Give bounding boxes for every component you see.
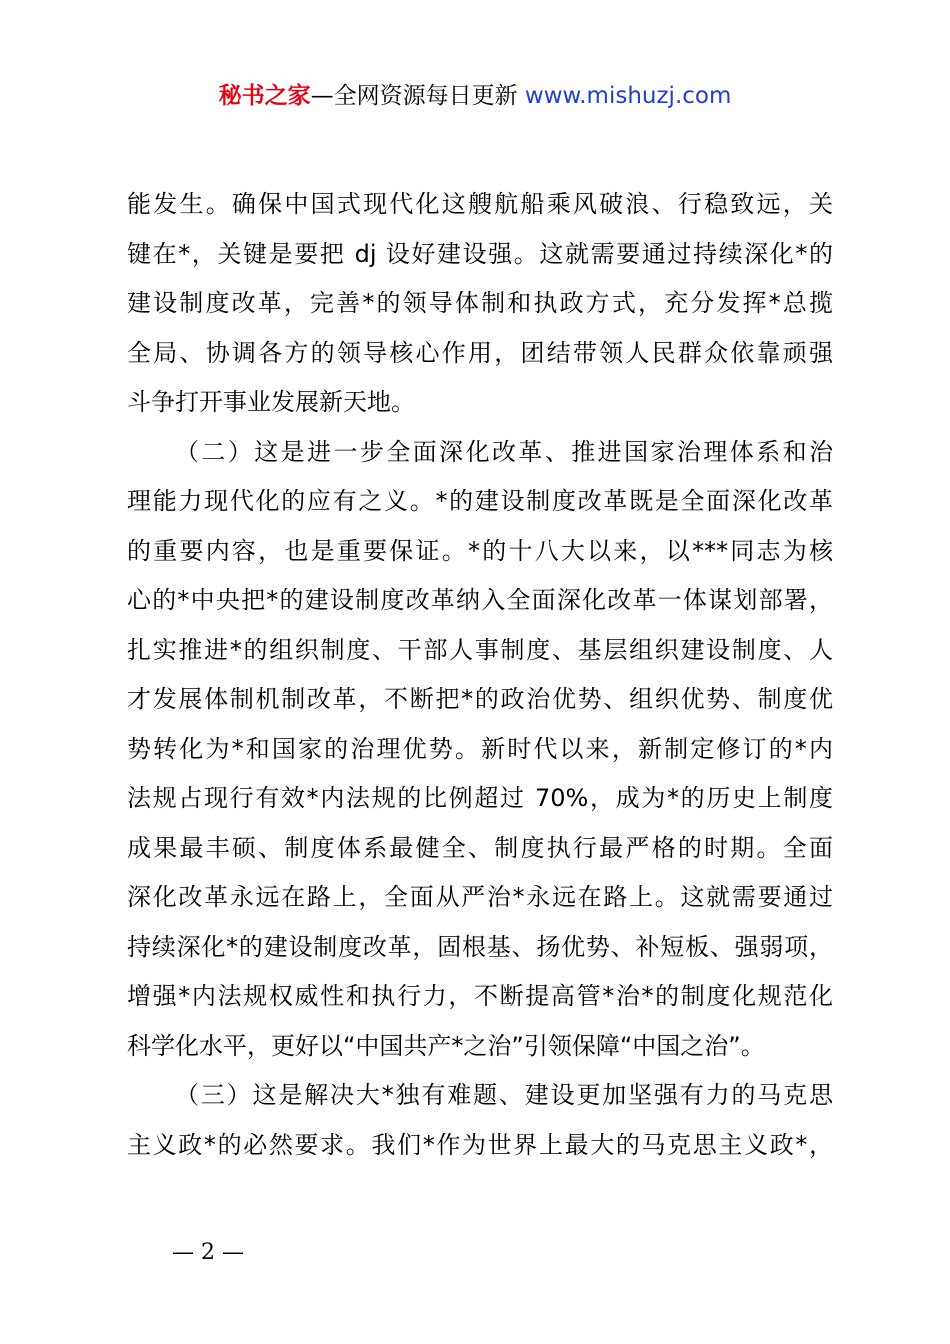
page-number: — 2 — xyxy=(172,1240,244,1265)
text-line: 心的*中央把*的建设制度改革纳入全面深化改革一体谋划部署， xyxy=(127,586,833,614)
text-line: 建设制度改革，完善*的领导体制和执政方式，充分发挥*总揽 xyxy=(127,289,833,317)
text-line: 的重要内容，也是重要保证。*的十八大以来，以***同志为核 xyxy=(127,536,833,565)
text-line: 势转化为*和国家的治理优势。新时代以来，新制定修订的*内 xyxy=(127,734,833,763)
paragraph-end-line: 斗争打开事业发展新天地。 xyxy=(127,388,415,416)
brand-name: 秘书之家 xyxy=(218,83,311,109)
text-line: 增强*内法规权威性和执行力，不断提高管*治*的制度化规范化 xyxy=(127,982,833,1010)
text-line: 法规占现行有效*内法规的比例超过 70%，成为*的历史上制度 xyxy=(127,784,833,812)
text-line: 能发生。确保中国式现代化这艘航船乘风破浪、行稳致远，关 xyxy=(127,190,833,218)
document-body xyxy=(127,180,833,1170)
site-header xyxy=(0,80,950,112)
section-three-heading-line: （三）这是解决大*独有难题、建设更加坚强有力的马克思 xyxy=(175,1081,833,1109)
text-line: 深化改革永远在路上，全面从严治*永远在路上。这就需要通过 xyxy=(127,883,833,911)
header-tagline: —全网资源每日更新 xyxy=(310,83,518,109)
text-line: 全局、协调各方的领导核心作用，团结带领人民群众依靠顽强 xyxy=(127,338,833,367)
text-line: 持续深化*的建设制度改革，固根基、扬优势、补短板、强弱项， xyxy=(127,932,833,961)
text-line: 理能力现代化的应有之义。*的建设制度改革既是全面深化改革 xyxy=(127,487,833,515)
text-line: 才发展体制机制改革，不断把*的政治优势、组织优势、制度优 xyxy=(127,685,833,713)
site-url-link[interactable]: www.mishuzj.com xyxy=(524,83,732,109)
paragraph-end-line: 科学化水平，更好以“中国共产*之治”引领保障“中国之治”。 xyxy=(127,1031,765,1060)
text-line: 主义政*的必然要求。我们*作为世界上最大的马克思主义政*， xyxy=(127,1130,833,1159)
text-line: 键在*，关键是要把 dj 设好建设强。这就需要通过持续深化*的 xyxy=(127,239,833,268)
text-line: 成果最丰硕、制度体系最健全、制度执行最严格的时期。全面 xyxy=(127,833,833,862)
section-two-heading-line: （二）这是进一步全面深化改革、推进国家治理体系和治 xyxy=(175,437,833,466)
text-line: 扎实推进*的组织制度、干部人事制度、基层组织建设制度、人 xyxy=(127,635,833,664)
